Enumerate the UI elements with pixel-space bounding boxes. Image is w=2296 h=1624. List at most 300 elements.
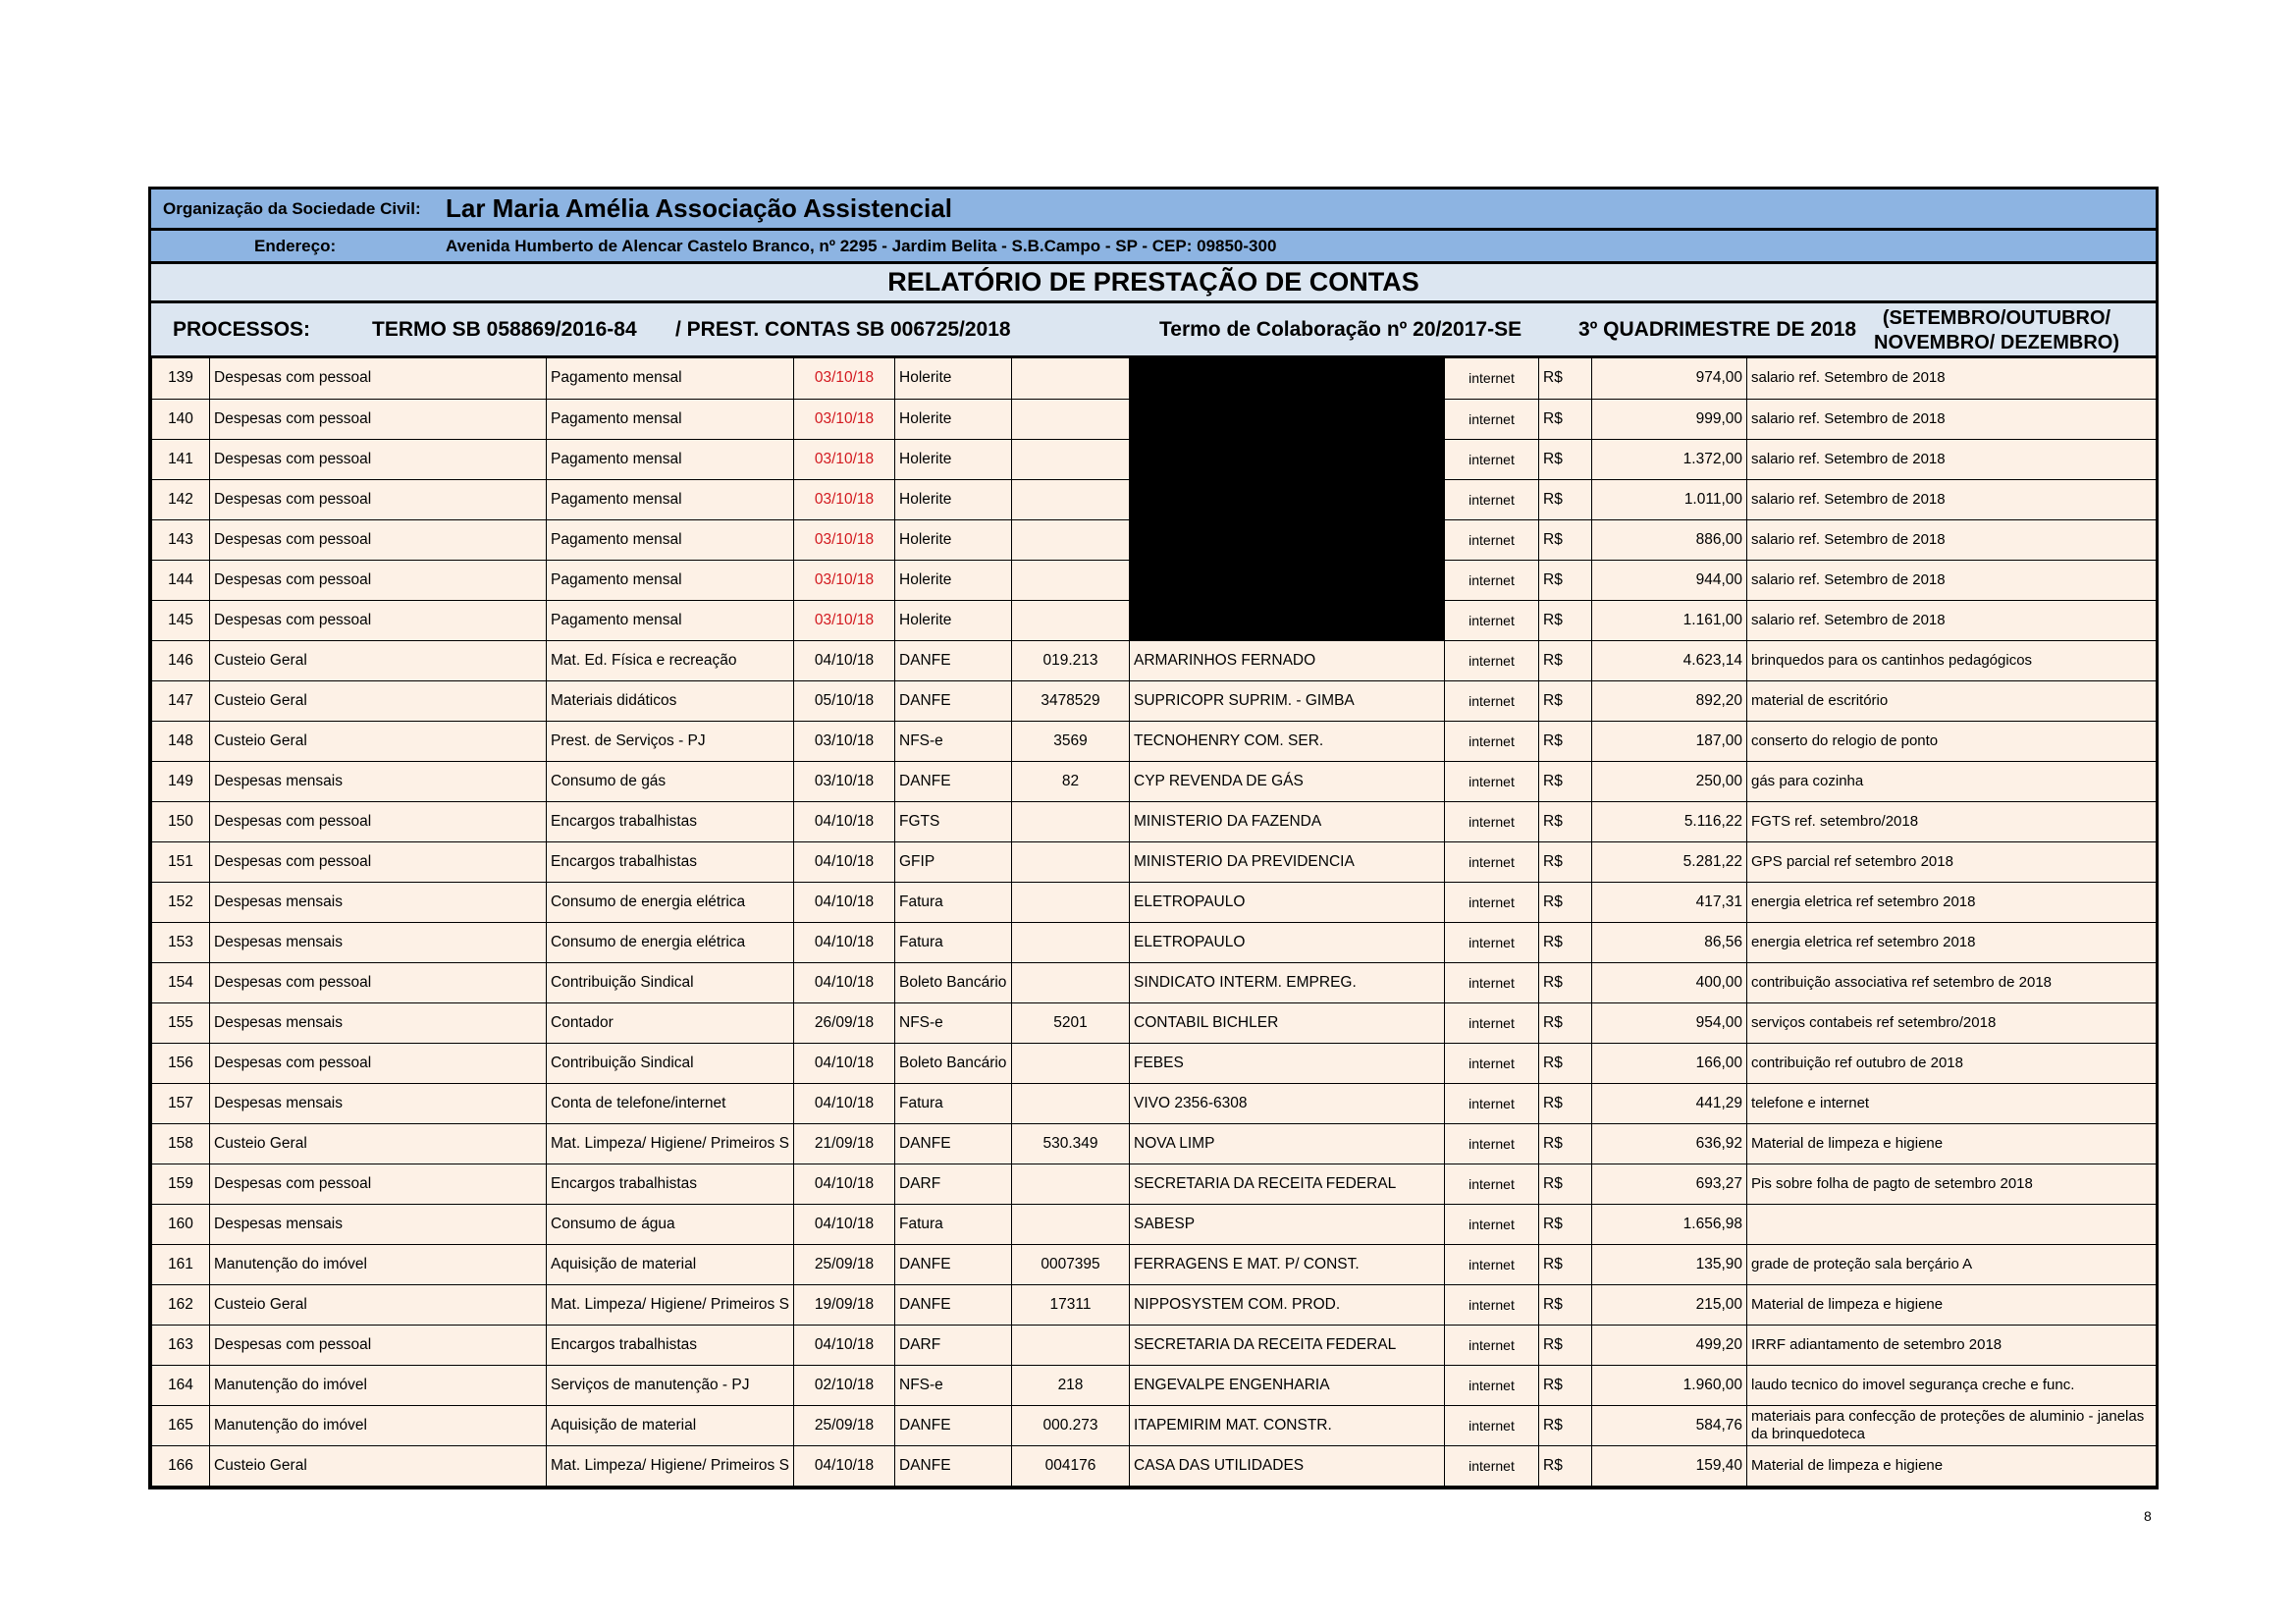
cell-row-number: 143	[152, 519, 210, 560]
report-title: RELATÓRIO DE PRESTAÇÃO DE CONTAS	[887, 267, 1419, 297]
cell-payment-method: internet	[1445, 1284, 1539, 1325]
cell-category: Despesas mensais	[210, 1002, 547, 1043]
cell-document-type: Fatura	[895, 882, 1012, 922]
cell-supplier: SECRETARIA DA RECEITA FEDERAL	[1130, 1164, 1445, 1204]
cell-document-type: Holerite	[895, 399, 1012, 439]
cell-document-number	[1012, 1325, 1130, 1365]
cell-supplier: SECRETARIA DA RECEITA FEDERAL	[1130, 1325, 1445, 1365]
cell-supplier: ITAPEMIRIM MAT. CONSTR.	[1130, 1405, 1445, 1445]
cell-document-type: DANFE	[895, 640, 1012, 680]
cell-document-number	[1012, 479, 1130, 519]
cell-document-number: 218	[1012, 1365, 1130, 1405]
table-row	[152, 1123, 2157, 1164]
cell-supplier	[1130, 358, 1445, 399]
cell-document-number	[1012, 519, 1130, 560]
cell-subcategory: Mat. Limpeza/ Higiene/ Primeiros S	[547, 1445, 794, 1486]
cell-currency: R$	[1539, 358, 1592, 399]
cell-category: Despesas mensais	[210, 882, 547, 922]
cell-description: GPS parcial ref setembro 2018	[1747, 841, 2157, 882]
termo-number: TERMO SB 058869/2016-84	[372, 318, 637, 341]
table-row	[152, 1002, 2157, 1043]
cell-payment-method: internet	[1445, 1325, 1539, 1365]
cell-date: 03/10/18	[794, 600, 895, 640]
cell-currency: R$	[1539, 479, 1592, 519]
cell-payment-method: internet	[1445, 882, 1539, 922]
cell-amount: 1.656,98	[1592, 1204, 1747, 1244]
cell-supplier: ARMARINHOS FERNADO	[1130, 640, 1445, 680]
cell-document-type: DANFE	[895, 761, 1012, 801]
cell-currency: R$	[1539, 761, 1592, 801]
cell-row-number: 161	[152, 1244, 210, 1284]
cell-description: gás para cozinha	[1747, 761, 2157, 801]
cell-description: FGTS ref. setembro/2018	[1747, 801, 2157, 841]
cell-supplier: ENGEVALPE ENGENHARIA	[1130, 1365, 1445, 1405]
cell-payment-method: internet	[1445, 1083, 1539, 1123]
cell-payment-method: internet	[1445, 841, 1539, 882]
cell-row-number: 157	[152, 1083, 210, 1123]
cell-row-number: 147	[152, 680, 210, 721]
cell-category: Despesas mensais	[210, 1204, 547, 1244]
cell-document-number	[1012, 358, 1130, 399]
cell-subcategory: Mat. Limpeza/ Higiene/ Primeiros S	[547, 1123, 794, 1164]
cell-date: 04/10/18	[794, 1083, 895, 1123]
cell-subcategory: Mat. Ed. Física e recreação	[547, 640, 794, 680]
cell-amount: 499,20	[1592, 1325, 1747, 1365]
cell-description: salario ref. Setembro de 2018	[1747, 358, 2157, 399]
cell-currency: R$	[1539, 721, 1592, 761]
page-number: 8	[2144, 1508, 2152, 1524]
cell-category: Despesas com pessoal	[210, 600, 547, 640]
cell-document-number: 000.273	[1012, 1405, 1130, 1445]
cell-payment-method: internet	[1445, 358, 1539, 399]
cell-row-number: 165	[152, 1405, 210, 1445]
cell-document-number	[1012, 600, 1130, 640]
cell-amount: 693,27	[1592, 1164, 1747, 1204]
expenses-body	[152, 358, 2157, 1486]
cell-category: Despesas com pessoal	[210, 962, 547, 1002]
cell-date: 04/10/18	[794, 1445, 895, 1486]
cell-supplier: ELETROPAULO	[1130, 882, 1445, 922]
cell-date: 04/10/18	[794, 882, 895, 922]
cell-amount: 5.116,22	[1592, 801, 1747, 841]
cell-supplier	[1130, 399, 1445, 439]
cell-category: Despesas com pessoal	[210, 801, 547, 841]
cell-description: salario ref. Setembro de 2018	[1747, 439, 2157, 479]
cell-category: Despesas com pessoal	[210, 1043, 547, 1083]
table-row	[152, 600, 2157, 640]
cell-row-number: 139	[152, 358, 210, 399]
cell-document-type: DANFE	[895, 680, 1012, 721]
cell-document-number: 82	[1012, 761, 1130, 801]
cell-currency: R$	[1539, 1123, 1592, 1164]
cell-amount: 5.281,22	[1592, 841, 1747, 882]
cell-supplier: CONTABIL BICHLER	[1130, 1002, 1445, 1043]
cell-document-number: 530.349	[1012, 1123, 1130, 1164]
cell-document-number	[1012, 801, 1130, 841]
cell-date: 04/10/18	[794, 1325, 895, 1365]
cell-document-number	[1012, 399, 1130, 439]
cell-description: salario ref. Setembro de 2018	[1747, 399, 2157, 439]
cell-subcategory: Pagamento mensal	[547, 560, 794, 600]
cell-subcategory: Serviços de manutenção - PJ	[547, 1365, 794, 1405]
cell-subcategory: Consumo de energia elétrica	[547, 922, 794, 962]
cell-document-number	[1012, 1204, 1130, 1244]
cell-row-number: 146	[152, 640, 210, 680]
cell-subcategory: Consumo de gás	[547, 761, 794, 801]
cell-date: 04/10/18	[794, 1043, 895, 1083]
cell-date: 04/10/18	[794, 922, 895, 962]
cell-document-type: DANFE	[895, 1244, 1012, 1284]
cell-payment-method: internet	[1445, 560, 1539, 600]
table-row	[152, 761, 2157, 801]
cell-document-type: Boleto Bancário	[895, 1043, 1012, 1083]
table-row	[152, 1204, 2157, 1244]
cell-date: 03/10/18	[794, 560, 895, 600]
table-row	[152, 841, 2157, 882]
cell-description: energia eletrica ref setembro 2018	[1747, 882, 2157, 922]
cell-payment-method: internet	[1445, 761, 1539, 801]
cell-supplier: SUPRICOPR SUPRIM. - GIMBA	[1130, 680, 1445, 721]
cell-payment-method: internet	[1445, 1244, 1539, 1284]
cell-subcategory: Aquisição de material	[547, 1244, 794, 1284]
cell-currency: R$	[1539, 801, 1592, 841]
cell-amount: 584,76	[1592, 1405, 1747, 1445]
cell-row-number: 148	[152, 721, 210, 761]
cell-subcategory: Conta de telefone/internet	[547, 1083, 794, 1123]
cell-currency: R$	[1539, 882, 1592, 922]
cell-date: 03/10/18	[794, 519, 895, 560]
cell-row-number: 154	[152, 962, 210, 1002]
cell-row-number: 140	[152, 399, 210, 439]
cell-date: 04/10/18	[794, 1204, 895, 1244]
cell-currency: R$	[1539, 399, 1592, 439]
cell-currency: R$	[1539, 680, 1592, 721]
cell-document-number: 5201	[1012, 1002, 1130, 1043]
cell-supplier: SABESP	[1130, 1204, 1445, 1244]
cell-description: contribuição ref outubro de 2018	[1747, 1043, 2157, 1083]
cell-supplier: FEBES	[1130, 1043, 1445, 1083]
cell-description: brinquedos para os cantinhos pedagógicos	[1747, 640, 2157, 680]
cell-description: salario ref. Setembro de 2018	[1747, 600, 2157, 640]
cell-document-number: 0007395	[1012, 1244, 1130, 1284]
cell-description: salario ref. Setembro de 2018	[1747, 479, 2157, 519]
cell-document-type: DARF	[895, 1164, 1012, 1204]
cell-document-type: NFS-e	[895, 1365, 1012, 1405]
cell-category: Despesas com pessoal	[210, 479, 547, 519]
cell-payment-method: internet	[1445, 399, 1539, 439]
table-row	[152, 1405, 2157, 1445]
cell-date: 05/10/18	[794, 680, 895, 721]
cell-row-number: 155	[152, 1002, 210, 1043]
cell-currency: R$	[1539, 439, 1592, 479]
cell-currency: R$	[1539, 1284, 1592, 1325]
cell-document-number: 004176	[1012, 1445, 1130, 1486]
cell-description: material de escritório	[1747, 680, 2157, 721]
cell-amount: 441,29	[1592, 1083, 1747, 1123]
table-row	[152, 1164, 2157, 1204]
cell-subcategory: Consumo de energia elétrica	[547, 882, 794, 922]
cell-document-type: Holerite	[895, 560, 1012, 600]
cell-document-type: NFS-e	[895, 1002, 1012, 1043]
cell-document-type: Holerite	[895, 358, 1012, 399]
processes-row	[151, 303, 2156, 358]
colaboracao-term: Termo de Colaboração nº 20/2017-SE	[1159, 318, 1522, 341]
cell-row-number: 150	[152, 801, 210, 841]
cell-category: Despesas com pessoal	[210, 439, 547, 479]
table-row	[152, 1083, 2157, 1123]
cell-description: Material de limpeza e higiene	[1747, 1123, 2157, 1164]
table-row	[152, 882, 2157, 922]
cell-document-number	[1012, 1043, 1130, 1083]
cell-document-type: DANFE	[895, 1284, 1012, 1325]
cell-supplier: MINISTERIO DA FAZENDA	[1130, 801, 1445, 841]
cell-amount: 159,40	[1592, 1445, 1747, 1486]
cell-subcategory: Pagamento mensal	[547, 439, 794, 479]
cell-category: Despesas mensais	[210, 1083, 547, 1123]
cell-amount: 86,56	[1592, 922, 1747, 962]
cell-subcategory: Consumo de água	[547, 1204, 794, 1244]
cell-payment-method: internet	[1445, 1043, 1539, 1083]
cell-category: Manutenção do imóvel	[210, 1365, 547, 1405]
cell-supplier	[1130, 560, 1445, 600]
cell-date: 03/10/18	[794, 479, 895, 519]
cell-currency: R$	[1539, 1043, 1592, 1083]
cell-row-number: 156	[152, 1043, 210, 1083]
cell-date: 03/10/18	[794, 761, 895, 801]
cell-document-type: FGTS	[895, 801, 1012, 841]
prest-contas-number: / PREST. CONTAS SB 006725/2018	[675, 318, 1011, 341]
table-row	[152, 1244, 2157, 1284]
cell-description: grade de proteção sala berçário A	[1747, 1244, 2157, 1284]
cell-date: 21/09/18	[794, 1123, 895, 1164]
table-row	[152, 1284, 2157, 1325]
cell-currency: R$	[1539, 1325, 1592, 1365]
cell-supplier	[1130, 600, 1445, 640]
cell-payment-method: internet	[1445, 721, 1539, 761]
cell-description: Material de limpeza e higiene	[1747, 1445, 2157, 1486]
cell-supplier: TECNOHENRY COM. SER.	[1130, 721, 1445, 761]
cell-date: 03/10/18	[794, 439, 895, 479]
cell-payment-method: internet	[1445, 801, 1539, 841]
cell-date: 03/10/18	[794, 399, 895, 439]
cell-date: 04/10/18	[794, 801, 895, 841]
period	[1874, 306, 2119, 355]
cell-document-number	[1012, 882, 1130, 922]
cell-description: energia eletrica ref setembro 2018	[1747, 922, 2157, 962]
table-row	[152, 922, 2157, 962]
cell-document-number: 17311	[1012, 1284, 1130, 1325]
cell-supplier: ELETROPAULO	[1130, 922, 1445, 962]
cell-document-type: Holerite	[895, 600, 1012, 640]
cell-payment-method: internet	[1445, 922, 1539, 962]
cell-supplier: FERRAGENS E MAT. P/ CONST.	[1130, 1244, 1445, 1284]
cell-currency: R$	[1539, 1405, 1592, 1445]
cell-amount: 4.623,14	[1592, 640, 1747, 680]
title-row	[151, 264, 2156, 303]
address-row	[151, 231, 2156, 264]
cell-amount: 135,90	[1592, 1244, 1747, 1284]
cell-description: materiais para confecção de proteções de aluminio - janelas da brinquedoteca	[1747, 1405, 2157, 1445]
cell-supplier: SINDICATO INTERM. EMPREG.	[1130, 962, 1445, 1002]
cell-supplier	[1130, 479, 1445, 519]
cell-subcategory: Aquisição de material	[547, 1405, 794, 1445]
table-row	[152, 1043, 2157, 1083]
cell-supplier: CASA DAS UTILIDADES	[1130, 1445, 1445, 1486]
cell-description: salario ref. Setembro de 2018	[1747, 560, 2157, 600]
cell-currency: R$	[1539, 640, 1592, 680]
cell-document-number: 019.213	[1012, 640, 1130, 680]
cell-amount: 999,00	[1592, 399, 1747, 439]
processes-label: PROCESSOS:	[173, 318, 311, 341]
cell-document-type: Holerite	[895, 519, 1012, 560]
table-row	[152, 439, 2157, 479]
cell-subcategory: Materiais didáticos	[547, 680, 794, 721]
cell-document-type: Holerite	[895, 479, 1012, 519]
cell-document-type: DANFE	[895, 1123, 1012, 1164]
cell-row-number: 151	[152, 841, 210, 882]
cell-amount: 215,00	[1592, 1284, 1747, 1325]
table-row	[152, 519, 2157, 560]
cell-amount: 166,00	[1592, 1043, 1747, 1083]
cell-currency: R$	[1539, 560, 1592, 600]
cell-description: laudo tecnico do imovel segurança creche e func.	[1747, 1365, 2157, 1405]
cell-supplier	[1130, 519, 1445, 560]
cell-category: Custeio Geral	[210, 1284, 547, 1325]
cell-subcategory: Prest. de Serviços - PJ	[547, 721, 794, 761]
cell-currency: R$	[1539, 519, 1592, 560]
cell-description: salario ref. Setembro de 2018	[1747, 519, 2157, 560]
cell-subcategory: Contribuição Sindical	[547, 962, 794, 1002]
period-line-1: (SETEMBRO/OUTUBRO/	[1882, 307, 2111, 329]
cell-document-type: Fatura	[895, 922, 1012, 962]
expenses-table	[151, 358, 2157, 1487]
cell-description: Material de limpeza e higiene	[1747, 1284, 2157, 1325]
cell-payment-method: internet	[1445, 519, 1539, 560]
cell-amount: 1.161,00	[1592, 600, 1747, 640]
cell-subcategory: Pagamento mensal	[547, 479, 794, 519]
cell-document-number: 3569	[1012, 721, 1130, 761]
cell-amount: 187,00	[1592, 721, 1747, 761]
quadrimestre: 3º QUADRIMESTRE DE 2018	[1578, 318, 1857, 341]
cell-payment-method: internet	[1445, 680, 1539, 721]
cell-supplier: VIVO 2356-6308	[1130, 1083, 1445, 1123]
cell-amount: 400,00	[1592, 962, 1747, 1002]
cell-row-number: 142	[152, 479, 210, 519]
cell-date: 02/10/18	[794, 1365, 895, 1405]
table-row	[152, 1365, 2157, 1405]
cell-description: conserto do relogio de ponto	[1747, 721, 2157, 761]
cell-supplier: MINISTERIO DA PREVIDENCIA	[1130, 841, 1445, 882]
cell-amount: 1.011,00	[1592, 479, 1747, 519]
cell-amount: 886,00	[1592, 519, 1747, 560]
cell-payment-method: internet	[1445, 1164, 1539, 1204]
cell-category: Despesas com pessoal	[210, 560, 547, 600]
cell-document-number	[1012, 1164, 1130, 1204]
cell-supplier: NOVA LIMP	[1130, 1123, 1445, 1164]
cell-subcategory: Pagamento mensal	[547, 600, 794, 640]
cell-category: Despesas com pessoal	[210, 1164, 547, 1204]
cell-date: 25/09/18	[794, 1244, 895, 1284]
cell-currency: R$	[1539, 1244, 1592, 1284]
table-row	[152, 962, 2157, 1002]
cell-category: Despesas com pessoal	[210, 358, 547, 399]
cell-description: contribuição associativa ref setembro de 2018	[1747, 962, 2157, 1002]
cell-amount: 974,00	[1592, 358, 1747, 399]
cell-supplier: NIPPOSYSTEM COM. PROD.	[1130, 1284, 1445, 1325]
cell-currency: R$	[1539, 1204, 1592, 1244]
cell-category: Custeio Geral	[210, 721, 547, 761]
cell-currency: R$	[1539, 600, 1592, 640]
cell-document-type: Fatura	[895, 1083, 1012, 1123]
cell-payment-method: internet	[1445, 962, 1539, 1002]
cell-payment-method: internet	[1445, 439, 1539, 479]
cell-description	[1747, 1204, 2157, 1244]
cell-category: Despesas mensais	[210, 761, 547, 801]
cell-row-number: 145	[152, 600, 210, 640]
table-row	[152, 640, 2157, 680]
report-sheet	[148, 187, 2159, 1489]
cell-category: Custeio Geral	[210, 1445, 547, 1486]
cell-description: IRRF adiantamento de setembro 2018	[1747, 1325, 2157, 1365]
cell-document-number	[1012, 922, 1130, 962]
cell-category: Despesas com pessoal	[210, 841, 547, 882]
cell-subcategory: Encargos trabalhistas	[547, 801, 794, 841]
cell-category: Custeio Geral	[210, 640, 547, 680]
cell-row-number: 166	[152, 1445, 210, 1486]
table-row	[152, 399, 2157, 439]
cell-category: Despesas com pessoal	[210, 1325, 547, 1365]
cell-row-number: 162	[152, 1284, 210, 1325]
table-row	[152, 479, 2157, 519]
cell-document-type: DARF	[895, 1325, 1012, 1365]
cell-document-number	[1012, 962, 1130, 1002]
cell-document-type: DANFE	[895, 1445, 1012, 1486]
address-value: Avenida Humberto de Alencar Castelo Branco, nº 2295 - Jardim Belita - S.B.Campo - SP - CEP: 09850-300	[446, 236, 1277, 255]
cell-date: 03/10/18	[794, 358, 895, 399]
cell-amount: 1.960,00	[1592, 1365, 1747, 1405]
org-row	[151, 189, 2156, 231]
cell-subcategory: Contador	[547, 1002, 794, 1043]
table-row	[152, 560, 2157, 600]
cell-category: Custeio Geral	[210, 680, 547, 721]
cell-subcategory: Mat. Limpeza/ Higiene/ Primeiros S	[547, 1284, 794, 1325]
cell-category: Despesas com pessoal	[210, 519, 547, 560]
cell-amount: 636,92	[1592, 1123, 1747, 1164]
cell-currency: R$	[1539, 1445, 1592, 1486]
cell-subcategory: Pagamento mensal	[547, 519, 794, 560]
cell-row-number: 164	[152, 1365, 210, 1405]
cell-currency: R$	[1539, 922, 1592, 962]
cell-date: 26/09/18	[794, 1002, 895, 1043]
cell-document-number: 3478529	[1012, 680, 1130, 721]
cell-document-number	[1012, 439, 1130, 479]
cell-payment-method: internet	[1445, 1123, 1539, 1164]
cell-row-number: 152	[152, 882, 210, 922]
cell-payment-method: internet	[1445, 479, 1539, 519]
cell-document-type: Fatura	[895, 1204, 1012, 1244]
cell-document-type: GFIP	[895, 841, 1012, 882]
cell-currency: R$	[1539, 1164, 1592, 1204]
address-label: Endereço:	[254, 236, 337, 255]
cell-row-number: 158	[152, 1123, 210, 1164]
cell-date: 19/09/18	[794, 1284, 895, 1325]
cell-document-type: NFS-e	[895, 721, 1012, 761]
table-row	[152, 801, 2157, 841]
cell-category: Manutenção do imóvel	[210, 1405, 547, 1445]
table-row	[152, 1325, 2157, 1365]
cell-category: Manutenção do imóvel	[210, 1244, 547, 1284]
cell-currency: R$	[1539, 1365, 1592, 1405]
